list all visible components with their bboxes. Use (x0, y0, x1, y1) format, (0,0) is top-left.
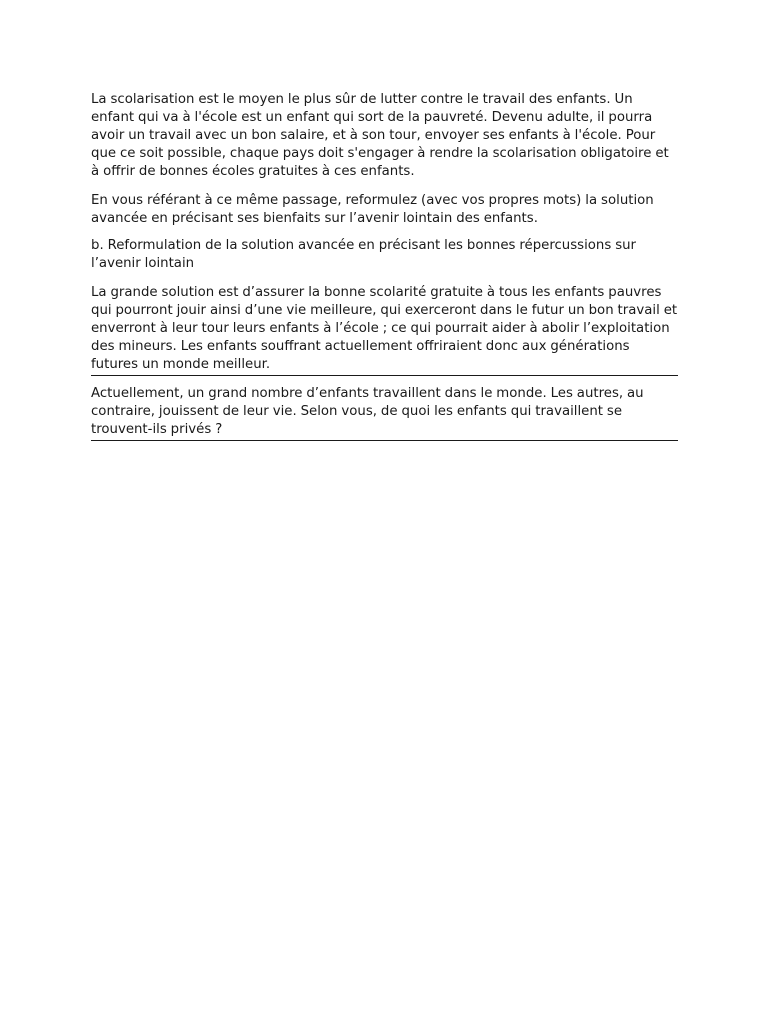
document-page (91, 91, 678, 441)
question-deprivation: Actuellement, un grand nombre d’enfants travaillent dans le monde. Les autres, au contraire, jouissent de leur vie. Selon vous, de quoi les enfants qui travaillent se trouvent-ils privés ? (91, 386, 644, 437)
separator-line (91, 375, 678, 376)
question-reformulation: En vous référant à ce même passage, reformulez (avec vos propres mots) la solution avancée en précisant ses bienfaits sur l’avenir lointain des enfants. (91, 193, 654, 226)
passage-paragraph: La scolarisation est le moyen le plus sûr de lutter contre le travail des enfants. Un enfant qui va à l'école est un enfant qui sort de la pauvreté. Devenu adulte, il pourra avoir un travail avec un bon salaire, et à son tour, envoyer ses enfants à l'école. Pour que ce soit possible, chaque pays doit s'engager à rendre la scolarisation obligatoire et à offrir de bonnes écoles gratuites à ces enfants. (91, 92, 669, 179)
separator-line (91, 440, 678, 441)
answer-paragraph: La grande solution est d’assurer la bonne scolarité gratuite à tous les enfants pauvres qui pourront jouir ainsi d’une vie meilleure, qui exerceront dans le futur un bon travail et enverront à leur tour leurs enfants à l’école ; ce qui pourrait aider à abolir l’exploitation des mineurs. Les enfants souffrant actuellement offriraient donc aux générations futures un monde meilleur. (91, 285, 678, 372)
answer-heading: b. Reformulation de la solution avancée en précisant les bonnes répercussions sur l’avenir lointain (91, 238, 637, 271)
